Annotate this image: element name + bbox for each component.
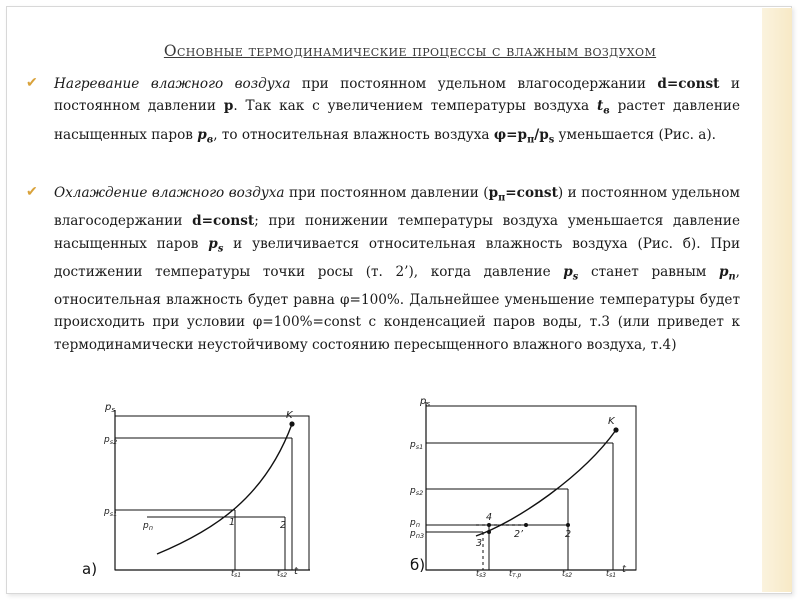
- text-run: и постоянном давлении: [54, 76, 740, 115]
- text-run: =const: [505, 185, 558, 201]
- text-run: , относительная влажность будет равна φ=100%. Дальнейшее уменьшение температуры будет происходить при условии φ=100%=const с конденсацией паров воды, т.3 (или приведет к термодинамически неустойчивому состоянию пересыщенного влажного воздуха, т.4): [54, 263, 740, 353]
- text-run: и увеличивается относительная влажность воздуха (Рис. б). При достижении температуры точки росы (т. 2’), когда давление: [54, 235, 741, 280]
- figure-a-point-k: [289, 421, 294, 426]
- text-run: в: [603, 106, 610, 118]
- text-run: п: [498, 192, 506, 204]
- text-run: р: [719, 263, 729, 280]
- text-run: уменьшается (Рис. а).: [554, 126, 716, 143]
- text-run: /р: [534, 126, 549, 143]
- text-run: t: [596, 98, 604, 115]
- figure-a-t1-label: ts1: [231, 569, 242, 579]
- figure-a-k-label: K: [286, 410, 293, 421]
- text-run: , то относительная влажность воздуха: [213, 126, 494, 143]
- figure-b-point-3-dot: [487, 530, 491, 534]
- figure-b-pn-label: $р_п$: [410, 518, 420, 529]
- figure-a-saturation-curve: [157, 424, 292, 554]
- figure-a-diagram: [105, 402, 315, 577]
- figure-b-point-2p-dot: [524, 523, 528, 527]
- figure-a-x-label: t: [294, 566, 298, 577]
- text-run: растет давление насыщенных паров: [54, 98, 740, 143]
- checkmark-bullet-icon: ✔: [26, 75, 38, 91]
- text-run: s: [548, 134, 555, 146]
- text-run: п: [527, 134, 535, 146]
- figure-b-point-2prime: 2’: [514, 529, 524, 540]
- text-run: s: [572, 271, 579, 283]
- figure-b-point-k: [613, 427, 618, 432]
- figure-a-y-label: $р_s$: [105, 402, 116, 414]
- figure-b-ps1-label: $р_{s1}$: [410, 440, 424, 451]
- figure-b-k-label: K: [608, 416, 615, 427]
- decorative-side-band: [762, 8, 792, 592]
- text-run: при постоянном удельном влагосодержании: [290, 76, 658, 92]
- figure-b-box: [426, 406, 636, 570]
- text-run: φ=р: [493, 126, 528, 143]
- text-run: р: [488, 185, 499, 201]
- figure-a-point-2: 2: [280, 520, 287, 531]
- text-run: d=const: [192, 213, 255, 230]
- figure-b-pn3-label: $р_{п3}$: [410, 529, 425, 540]
- figure-a-caption: а): [82, 560, 98, 578]
- text-run: р: [563, 263, 573, 280]
- paragraph-heating: [54, 73, 740, 152]
- text-run: s: [217, 243, 224, 255]
- text-run: в: [206, 134, 214, 146]
- text-run: . Так как с увеличением температуры воздуха: [233, 98, 597, 115]
- paragraph-cooling: [54, 182, 740, 356]
- figure-a-pn-label: $р_п$: [143, 521, 153, 532]
- text-run: Охлаждение влажного воздуха: [54, 185, 285, 201]
- figure-a-point-1: 1: [229, 517, 236, 528]
- text-run: ; при понижении температуры воздуха уменьшается давление насыщенных паров: [54, 213, 740, 252]
- figure-b-y-label: $р_s$: [420, 396, 431, 408]
- figure-a-t2-label: ts2: [277, 569, 288, 579]
- figure-a-ps1-label: $р_{s1}$: [104, 507, 118, 518]
- checkmark-bullet-icon: ✔: [26, 184, 38, 200]
- text-run: р: [223, 98, 234, 115]
- figure-b-point-4-dot: [487, 523, 491, 527]
- figure-b-point-3: 3: [476, 538, 483, 549]
- slide-title: Основные термодинамические процессы с влажным воздухом: [163, 42, 657, 60]
- figure-b-x-label: t: [622, 564, 626, 575]
- text-run: ) и постоянном удельном влагосодержании: [54, 185, 740, 230]
- text-run: d=const: [657, 76, 720, 92]
- text-run: р: [197, 126, 207, 143]
- figure-b-point-2-dot: [566, 523, 570, 527]
- figure-a-box: [115, 416, 309, 570]
- figure-b-saturation-curve: [476, 430, 616, 536]
- text-run: станет равным: [578, 263, 720, 280]
- figure-b-ts1-label: ts1: [606, 569, 617, 579]
- figure-b-diagram: [408, 396, 638, 579]
- figure-b-point-2: 2: [565, 529, 572, 540]
- figure-b-ts3-label: ts3: [476, 569, 487, 579]
- figure-b-caption: б): [410, 556, 426, 574]
- figure-b-point-4: 4: [486, 512, 493, 523]
- text-run: Нагревание влажного воздуха: [54, 76, 291, 92]
- figure-b-ttr-label: tт.р: [509, 569, 522, 579]
- text-run: п: [728, 271, 736, 283]
- figure-b-ps2-label: $р_{s2}$: [410, 486, 424, 497]
- text-run: при постоянном давлении (: [284, 185, 489, 201]
- figure-a-ps2-label: $р_{s2}$: [104, 435, 118, 446]
- figure-b-ts2-label: ts2: [562, 569, 573, 579]
- text-run: р: [208, 235, 218, 252]
